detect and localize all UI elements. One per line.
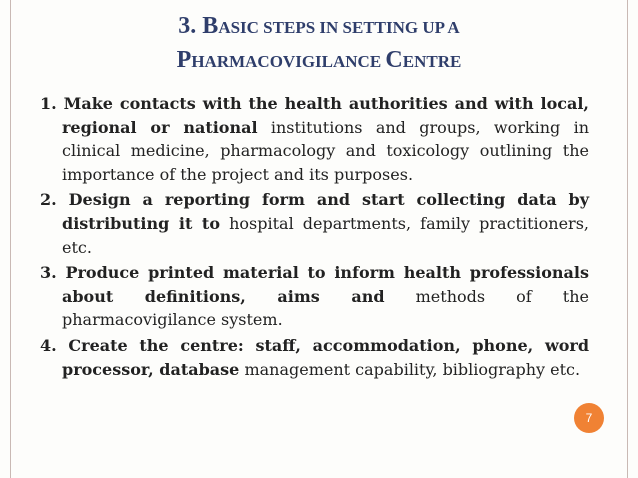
step-item-2 [40, 188, 589, 259]
page-number-badge: 7 [574, 403, 604, 433]
title-line-2-cap-1: P [176, 47, 192, 73]
step-3-text: methods of the pharmacovigilance system. [62, 286, 590, 330]
title-line-1 [20, 10, 618, 44]
title-line-2-smallcaps-2: ENTRE [402, 52, 462, 71]
step-item-4 [40, 334, 589, 381]
step-item-1 [40, 92, 589, 186]
slide-border-right [627, 0, 628, 478]
step-1-text: institutions and groups, working in clinical medicine, pharmacology and toxicology outlining the importance of the project and its purposes. [62, 117, 589, 184]
step-3-bold: 3. Produce printed material to inform health professionals about definitions, aims and [40, 263, 589, 306]
title-line-1-cap: 3. B [178, 13, 219, 39]
step-2-bold: 2. Design a reporting form and start collecting data by distributing it to [40, 190, 589, 233]
step-2-text: hospital departments, family practitioners, etc. [62, 213, 590, 257]
title-line-2-smallcaps-1: HARMACOVIGILANCE [191, 52, 386, 71]
step-1-bold: 1. Make contacts with the health authorities and with local, regional or national [40, 94, 589, 137]
step-4-text: management capability, bibliography etc. [239, 359, 581, 379]
step-list [40, 92, 589, 383]
title-line-2-cap-2: C [385, 47, 403, 73]
slide-border-left [10, 0, 11, 478]
slide-title [20, 10, 618, 78]
title-line-2 [20, 44, 618, 78]
step-4-bold: 4. Create the centre: staff, accommodation, phone, word processor, database [40, 335, 589, 379]
step-item-3 [40, 261, 589, 332]
title-line-1-smallcaps: ASIC STEPS IN SETTING UP A [218, 18, 460, 37]
